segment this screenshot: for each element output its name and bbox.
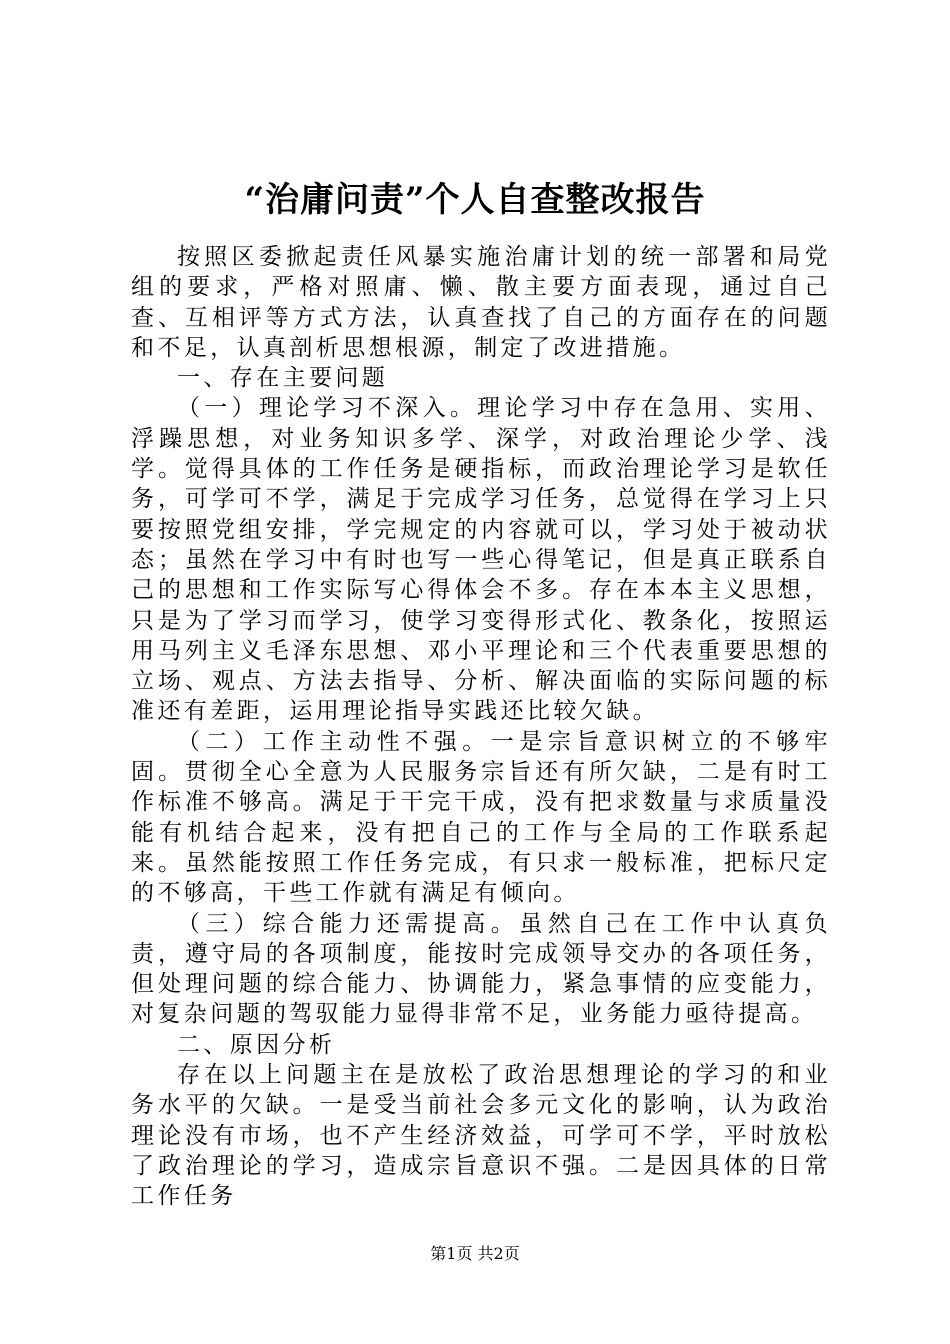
problem-paragraph-2: （二）工作主动性不强。一是宗旨意识树立的不够牢固。贯彻全心全意为人民服务宗旨还有所欠缺，二是有时工作标准不够高。满足于干完干成，没有把求数量与求质量没能有机结合起来，没有把自己的工作与全局的工作联系起来。虽然能按照工作任务完成，有只求一般标准，把标尺定的不够高，干些工作就有满足有倾向。 [131,728,831,907]
section-heading-analysis: 二、原因分析 [177,1031,336,1058]
problem-paragraph-3: （三）综合能力还需提高。虽然自己在工作中认真负责，遵守局的各项制度，能按时完成领导交办的各项任务，但处理问题的综合能力、协调能力，紧急事情的应变能力，对复杂问题的驾驭能力显得非常不足，业务能力亟待提高。 [131,910,831,1028]
page-number-footer: 第1页 共2页 [430,1244,520,1263]
section-heading-problems: 一、存在主要问题 [177,365,389,392]
document-title: “治庸问责”个人自查整改报告 [244,180,706,220]
analysis-paragraph: 存在以上问题主在是放松了政治思想理论的学习的和业务水平的欠缺。一是受当前社会多元文化的影响，认为政治理论没有市场，也不产生经济效益，可学可不学，平时放松了政治理论的学习，造成宗旨意识不强。二是因具体的日常工作任务 [131,1062,831,1210]
document-body [131,242,831,1212]
intro-paragraph: 按照区委掀起责任风暴实施治庸计划的统一部署和局党组的要求，严格对照庸、懒、散主要方面表现，通过自己查、互相评等方式方法，认真查找了自己的方面存在的问题和不足，认真剖析思想根源，制定了改进措施。 [131,244,831,361]
problem-paragraph-1: （一）理论学习不深入。理论学习中存在急用、实用、浮躁思想，对业务知识多学、深学，对政治理论少学、浅学。觉得具体的工作任务是硬指标，而政治理论学习是软任务，可学可不学，满足于完成学习任务，总觉得在学习上只要按照党组安排，学完规定的内容就可以，学习处于被动状态；虽然在学习中有时也写一些心得笔记，但是真正联系自己的思想和工作实际写心得体会不多。存在本本主义思想，只是为了学习而学习，使学习变得形式化、教条化，按照运用马列主义毛泽东思想、邓小平理论和三个代表重要思想的立场、观点、方法去指导、分析、解决面临的实际问题的标准还有差距，运用理论指导实践还比较欠缺。 [131,395,831,725]
